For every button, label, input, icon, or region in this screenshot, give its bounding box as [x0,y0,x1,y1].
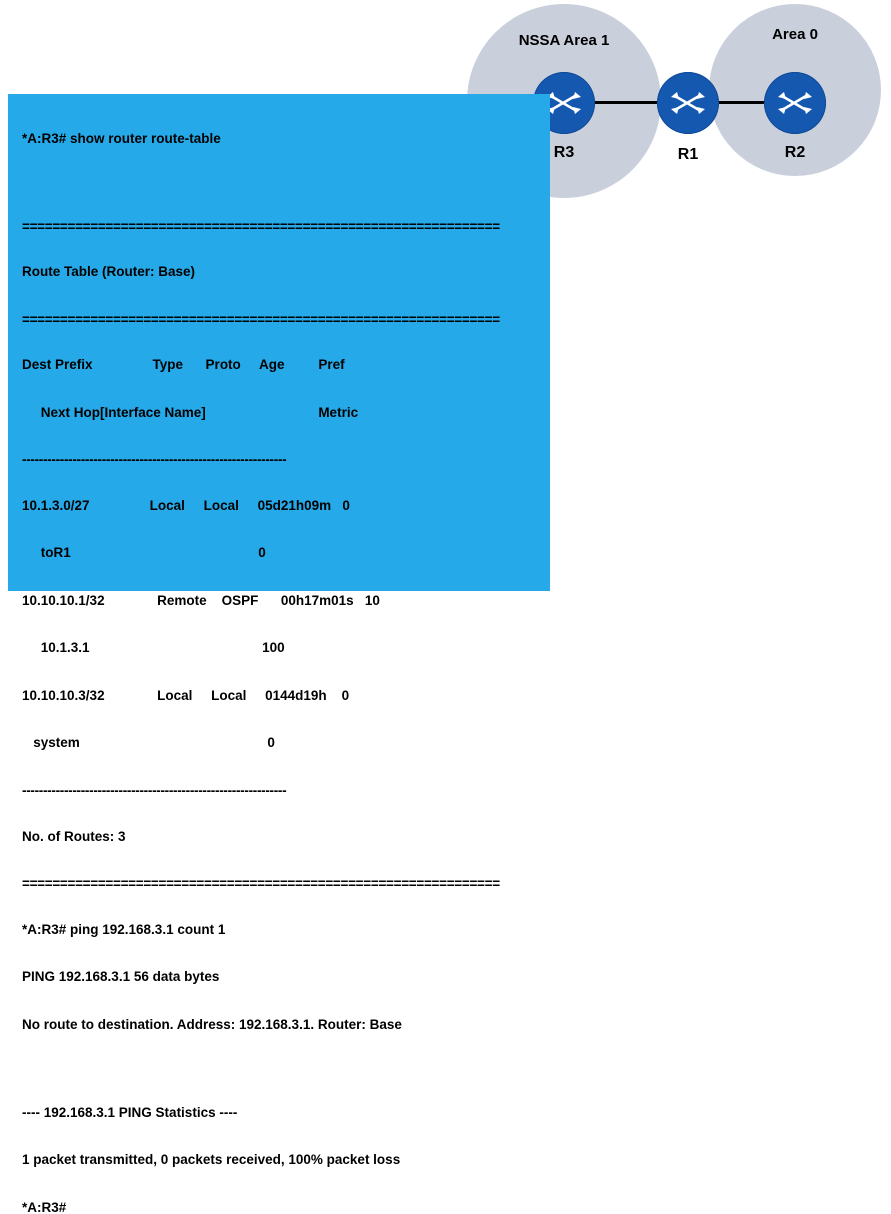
cli-line: *A:R3# show router route-table [22,130,221,146]
cli-line: =============================================================== [22,218,500,234]
cli-line: --------------------------------------------------------------- [22,452,287,468]
router-label-r2: R2 [784,144,806,161]
router-node-r1[interactable] [657,72,719,134]
router-label-r1: R1 [677,146,699,163]
cli-line: toR1 0 [22,545,266,561]
cli-line: 10.1.3.1 100 [22,640,285,656]
cli-line: *A:R3# ping 192.168.3.1 count 1 [22,921,226,937]
cli-line: Next Hop[Interface Name] Metric [22,404,359,420]
router-label-r3: R3 [553,144,575,161]
link-r3-r1 [595,101,661,104]
cli-line: 10.10.10.1/32 Remote OSPF 00h17m01s 10 [22,592,380,608]
router-icon [657,72,719,134]
cli-line: 10.1.3.0/27 Local Local 05d21h09m 0 [22,497,350,513]
cli-line: PING 192.168.3.1 56 data bytes [22,969,220,985]
cli-line: =============================================================== [22,876,500,892]
cli-line: No route to destination. Address: 192.168.3.1. Router: Base [22,1016,402,1032]
area-label-area-0: Area 0 [772,26,818,43]
router-icon [764,72,826,134]
cli-line: --------------------------------------------------------------- [22,782,287,798]
cli-line: Dest Prefix Type Proto Age Pref [22,357,345,373]
cli-line: ---- 192.168.3.1 PING Statistics ---- [22,1104,238,1120]
cli-line: 10.10.10.3/32 Local Local 0144d19h 0 [22,687,350,703]
area-label-nssa-area-1: NSSA Area 1 [518,32,610,49]
cli-line [22,1065,538,1078]
cli-line: Route Table (Router: Base) [22,264,196,280]
cli-line: 1 packet transmitted, 0 packets received, 100% packet loss [22,1152,401,1168]
cli-terminal-panel [8,94,550,1214]
cli-line: *A:R3# [22,1199,67,1214]
cli-line: system 0 [22,735,275,751]
cli-line: =============================================================== [22,311,500,327]
router-node-r2[interactable] [764,72,826,134]
cli-line: No. of Routes: 3 [22,828,126,844]
cli-line [22,179,538,192]
cli-output [22,104,538,1214]
